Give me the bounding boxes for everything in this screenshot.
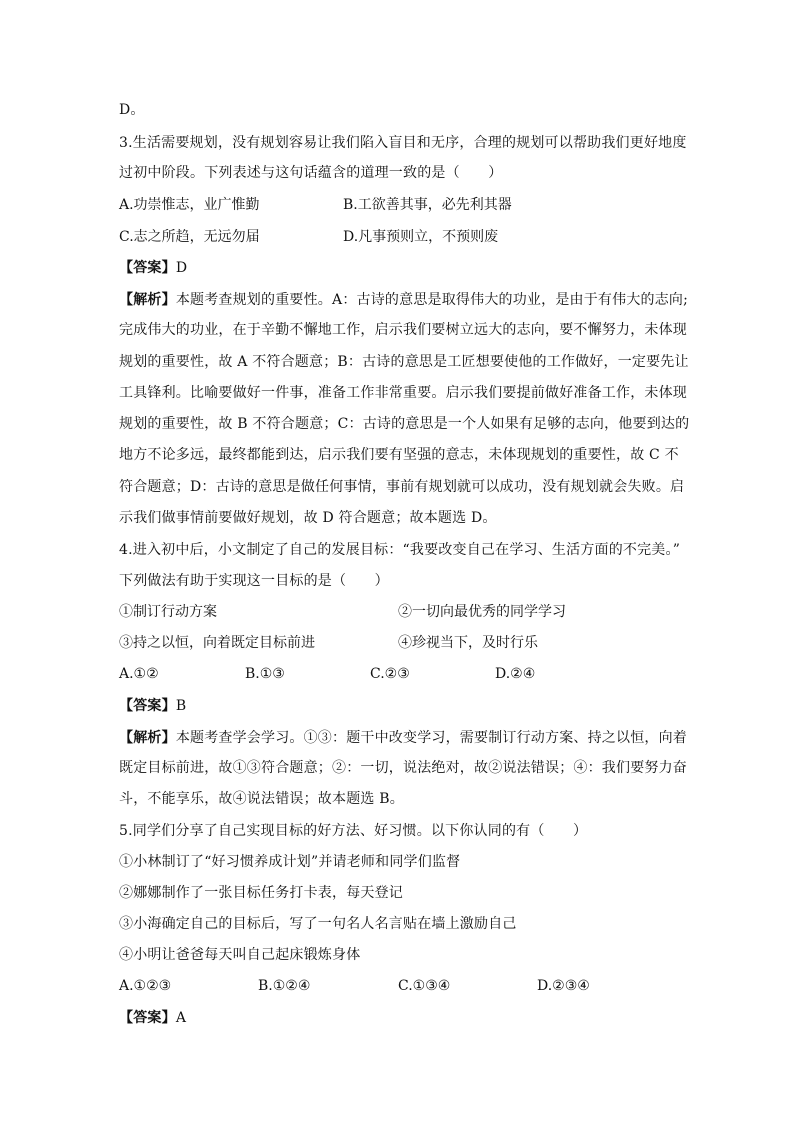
question-4-stem-line-2: 下列做法有助于实现这一目标的是（ ） [119, 573, 389, 589]
question-3-option-c: C.志之所趋，无远勿届 [119, 229, 260, 245]
question-3-explanation-line-4: 工具锋利。比喻要做好一件事，准备工作非常重要。启示我们要提前做好准备工作，未体现 [119, 385, 687, 401]
question-5-option-a: A.①②③ [119, 978, 172, 994]
question-3-option-d: D.凡事预则立，不预则废 [343, 229, 499, 245]
question-3-option-a: A.功崇惟志，业广惟勤 [119, 197, 260, 213]
question-4-item-1: ①制订行动方案 [119, 604, 217, 620]
answer-tag: 【答案】 [119, 260, 176, 276]
question-3-stem-line-1: 3.生活需要规划，没有规划容易让我们陷入盲目和无序，合理的规划可以帮助我们更好地度 [119, 135, 687, 151]
question-4-item-3: ③持之以恒，向着既定目标前进 [119, 635, 315, 651]
question-3-explanation-line-3: 规划的重要性，故 A 不符合题意；B：古诗的意思是工匠想要使他的工作做好，一定要先让 [119, 354, 689, 370]
question-4-explanation-line-1 [119, 729, 688, 747]
question-5-answer [119, 1009, 679, 1027]
question-5-item-3: ③小海确定自己的目标后，写了一句名人名言贴在墙上激励自己 [119, 916, 517, 932]
question-5-stem: 5.同学们分享了自己实现目标的好方法、好习惯。以下你认同的有（ ） [119, 823, 588, 839]
question-4-stem-line-1: 4.进入初中后，小文制定了自己的发展目标：“我要改变自己在学习、生活方面的不完美。” [119, 542, 681, 558]
question-4-item-2: ②一切向最优秀的同学学习 [398, 604, 566, 620]
question-4-option-d: D.②④ [495, 666, 536, 682]
question-5-item-2: ②娜娜制作了一张目标任务打卡表，每天登记 [119, 885, 403, 901]
question-4-item-4: ④珍视当下，及时行乐 [398, 635, 538, 651]
question-3-answer [119, 259, 679, 277]
question-5-option-d: D.②③④ [537, 978, 590, 994]
question-3-explanation-line-6: 地方不论多远，最终都能到达，启示我们要有坚强的意志，未体现规划的重要性，故 C 不 [119, 447, 679, 463]
question-3-stem-line-2: 过初中阶段。下列表述与这句话蕴含的道理一致的是（ ） [119, 165, 503, 181]
answer-tag: 【答案】 [119, 1010, 176, 1026]
question-5-option-c: C.①③④ [398, 978, 451, 994]
question-4-answer [119, 697, 679, 715]
question-3-explanation-line-5: 规划的重要性，故 B 不符合题意；C：古诗的意思是一个人如果有足够的志向，他要到达的 [119, 416, 690, 432]
question-4-option-c: C.②③ [370, 666, 410, 682]
question-5-item-1: ①小林制订了“好习惯养成计划”并请老师和同学们监督 [119, 854, 461, 870]
question-3-explanation-line-8: 示我们做事情前要做好规划，故 D 符合题意；故本题选 D。 [119, 510, 497, 526]
answer-value: B [175, 698, 187, 714]
answer-tail: D。 [119, 102, 145, 118]
explanation-text: 本题考查学会学习。①③：题干中改变学习，需要制订行动方案、持之以恒，向着 [175, 730, 688, 746]
question-4-option-b: B.①③ [245, 666, 285, 682]
explanation-tag: 【解析】 [119, 730, 176, 746]
question-3-explanation-line-1 [119, 291, 689, 309]
explanation-text: 本题考查规划的重要性。A：古诗的意思是取得伟大的功业，是由于有伟大的志向; [175, 292, 689, 308]
question-5-item-4: ④小明让爸爸每天叫自己起床锻炼身体 [119, 947, 361, 963]
question-5-option-b: B.①②④ [258, 978, 311, 994]
question-3-explanation-line-2: 完成伟大的功业，在于辛勤不懈地工作，启示我们要树立远大的志向，要不懈努力，未体现 [119, 322, 687, 338]
answer-value: A [175, 1010, 187, 1026]
question-3-explanation-line-7: 符合题意；D：古诗的意思是做任何事情，事前有规划就可以成功，没有规划就会失败。启 [119, 479, 685, 495]
question-4-option-a: A.①② [119, 666, 159, 682]
answer-value: D [175, 260, 188, 276]
question-4-explanation-line-3: 斗，不能享乐，故④说法错误；故本题选 B。 [119, 791, 404, 807]
explanation-tag: 【解析】 [119, 292, 176, 308]
answer-tag: 【答案】 [119, 698, 176, 714]
question-4-explanation-line-2: 既定目标前进，故①③符合题意；②：一切，说法绝对，故②说法错误；④：我们要努力奋 [119, 760, 687, 776]
question-3-option-b: B.工欲善其事，必先利其器 [343, 197, 512, 213]
